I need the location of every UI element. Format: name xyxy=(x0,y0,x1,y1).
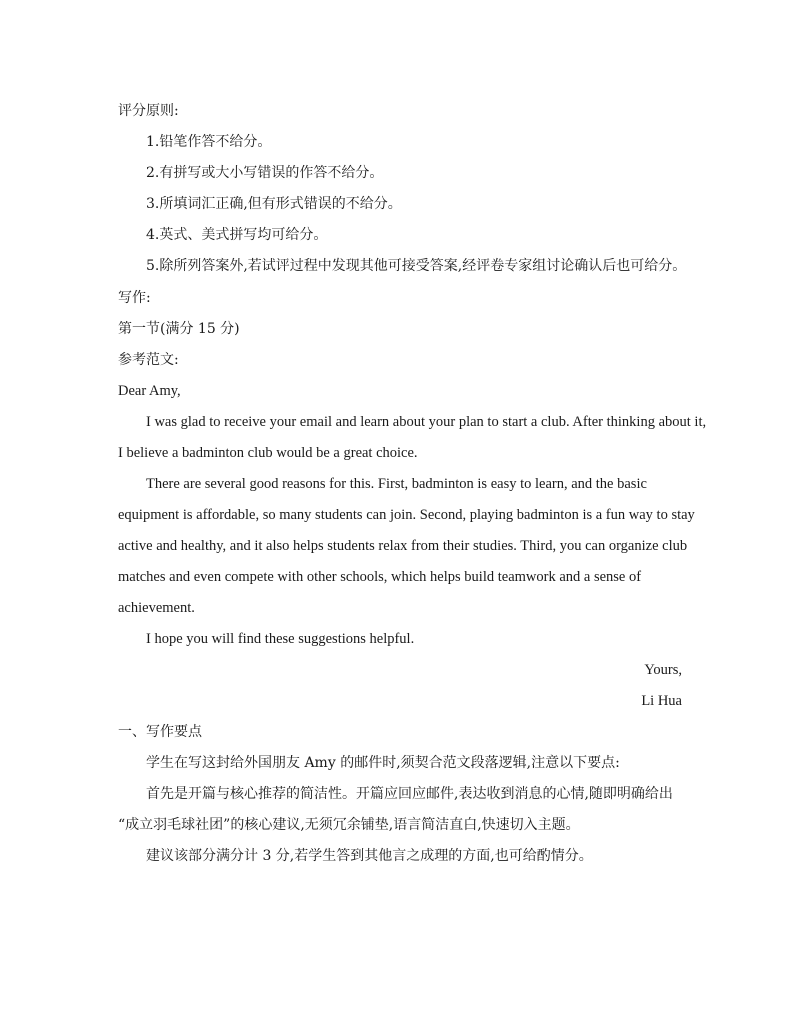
key-point-1-line-1: 首先是开篇与核心推荐的简洁性。开篇应回应邮件,表达收到消息的心情,随即明确给出 xyxy=(146,786,673,802)
writing-section-title: 第一节(满分 15 分) xyxy=(118,321,240,337)
letter-paragraph-2-line-1: There are several good reasons for this. First, badminton is easy to learn, and the basic xyxy=(146,476,647,492)
key-point-1-line-2: “成立羽毛球社团”的核心建议,无须冗余铺垫,语言简洁直白,快速切入主题。 xyxy=(118,817,580,833)
letter-paragraph-3-line-1: I hope you will find these suggestions helpful. xyxy=(146,631,415,647)
letter-paragraph-1-line-2: I believe a badminton club would be a great choice. xyxy=(118,445,418,461)
letter-salutation: Dear Amy, xyxy=(118,383,181,399)
sample-essay-label: 参考范文: xyxy=(118,352,179,368)
grading-rule-1: 1.铅笔作答不给分。 xyxy=(146,134,272,150)
grading-rule-3: 3.所填词汇正确,但有形式错误的不给分。 xyxy=(146,196,402,212)
grading-principles-heading: 评分原则: xyxy=(118,103,179,119)
grading-rule-2: 2.有拼写或大小写错误的作答不给分。 xyxy=(146,165,384,181)
grading-rule-4: 4.英式、美式拼写均可给分。 xyxy=(146,227,328,243)
letter-paragraph-2-line-3: active and healthy, and it also helps students relax from their studies. Third, you can organize club xyxy=(118,538,688,554)
score-note: 建议该部分满分计 3 分,若学生答到其他言之成理的方面,也可给酌情分。 xyxy=(146,848,593,864)
writing-heading: 写作: xyxy=(118,290,151,306)
letter-signature: Li Hua xyxy=(641,693,682,709)
letter-closing: Yours, xyxy=(644,662,682,678)
letter-paragraph-1-line-1: I was glad to receive your email and learn about your plan to start a club. After thinking about it, xyxy=(146,414,707,430)
letter-paragraph-2-line-4: matches and even compete with other schools, which helps build teamwork and a sense of xyxy=(118,569,642,585)
letter-paragraph-2-line-5: achievement. xyxy=(118,600,195,616)
key-points-heading: 一、写作要点 xyxy=(118,724,202,740)
grading-rule-5: 5.除所列答案外,若试评过程中发现其他可接受答案,经评卷专家组讨论确认后也可给分。 xyxy=(146,258,687,274)
letter-paragraph-2-line-2: equipment is affordable, so many students can join. Second, playing badminton is a fun way to stay xyxy=(118,507,695,523)
key-points-intro: 学生在写这封给外国朋友 Amy 的邮件时,须契合范文段落逻辑,注意以下要点: xyxy=(146,755,620,771)
